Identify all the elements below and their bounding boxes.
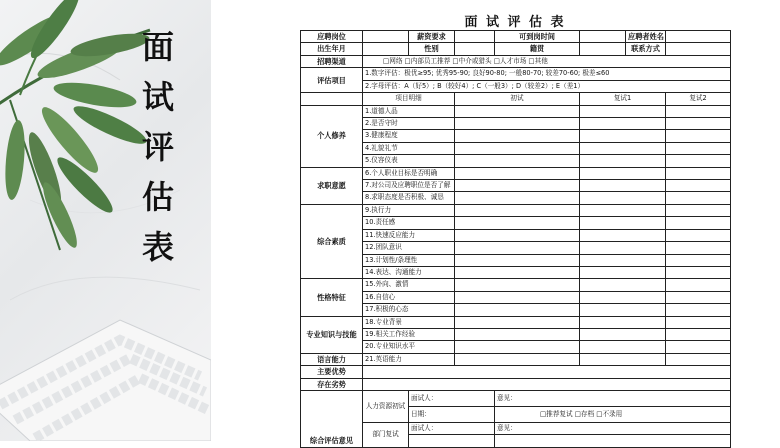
eval-criteria-letter: 2.字母评估：A（好5）; B（较好4）; C（一般3）; D（较差2）; E（差1） — [363, 80, 731, 93]
score-first[interactable] — [455, 341, 580, 353]
label-position: 应聘岗位 — [301, 31, 363, 43]
score-second[interactable] — [580, 229, 666, 241]
score-second[interactable] — [580, 217, 666, 229]
category-label: 语言能力 — [301, 353, 363, 365]
column-item: 项目明细 — [363, 93, 455, 105]
score-first[interactable] — [455, 105, 580, 117]
label-contact: 联系方式 — [626, 43, 666, 55]
score-first[interactable] — [455, 353, 580, 365]
table-row — [301, 43, 731, 55]
table-row — [301, 254, 731, 266]
vertical-title-char: 估 — [141, 178, 174, 216]
score-third[interactable] — [666, 142, 731, 154]
score-first[interactable] — [455, 130, 580, 142]
table-row — [301, 266, 731, 278]
label-dept-second: 部门复试 — [363, 422, 409, 447]
score-first[interactable] — [455, 142, 580, 154]
score-third[interactable] — [666, 105, 731, 117]
table-row — [301, 180, 731, 192]
item-label: 20.专业知识水平 — [363, 341, 455, 353]
score-second[interactable] — [580, 291, 666, 303]
score-second[interactable] — [580, 142, 666, 154]
vertical-title-char: 表 — [141, 228, 174, 266]
category-label: 个人修养 — [301, 105, 363, 167]
label-native: 籍贯 — [495, 43, 580, 55]
score-third[interactable] — [666, 291, 731, 303]
table-row — [301, 328, 731, 340]
table-row — [301, 192, 731, 204]
hr-date[interactable]: 日期： — [409, 406, 495, 422]
item-label: 21.英语能力 — [363, 353, 455, 365]
item-label: 12.团队意识 — [363, 242, 455, 254]
dept-decision[interactable] — [495, 435, 731, 447]
label-hr-first: 人力资源初试 — [363, 390, 409, 422]
score-first[interactable] — [455, 328, 580, 340]
table-row — [301, 105, 731, 117]
score-second[interactable] — [580, 266, 666, 278]
value-start-date[interactable] — [580, 31, 626, 43]
item-label: 8.求职态度是否积极、诚恳 — [363, 192, 455, 204]
table-row — [301, 93, 731, 105]
dept-date[interactable] — [409, 435, 495, 447]
table-row — [301, 229, 731, 241]
eval-criteria-numeric: 1.数字评估：极优≥95; 优秀95-90; 良好90-80; 一般80-70; 较差70-60; 极差≤60 — [363, 68, 731, 81]
label-eval: 评估项目 — [301, 68, 363, 93]
column-third: 复试2 — [666, 93, 731, 105]
score-second[interactable] — [580, 130, 666, 142]
table-row — [301, 118, 731, 130]
score-third[interactable] — [666, 118, 731, 130]
interview-evaluation-table — [300, 30, 731, 448]
score-second[interactable] — [580, 328, 666, 340]
table-row — [301, 130, 731, 142]
dept-interviewer[interactable]: 面试人： — [409, 422, 495, 434]
label-weakness: 存在劣势 — [301, 378, 363, 390]
value-gender[interactable] — [455, 43, 495, 55]
value-birth[interactable] — [363, 43, 409, 55]
score-first[interactable] — [455, 229, 580, 241]
score-third[interactable] — [666, 266, 731, 278]
score-third[interactable] — [666, 192, 731, 204]
score-first[interactable] — [455, 279, 580, 291]
score-second[interactable] — [580, 105, 666, 117]
item-label: 10.责任感 — [363, 217, 455, 229]
score-third[interactable] — [666, 304, 731, 316]
category-label: 综合素质 — [301, 204, 363, 278]
item-label: 17.积极的心态 — [363, 304, 455, 316]
table-row — [301, 291, 731, 303]
value-position[interactable] — [363, 31, 409, 43]
score-third[interactable] — [666, 341, 731, 353]
document-title: 面 试 评 估 表 — [464, 15, 566, 30]
value-weakness[interactable] — [363, 378, 731, 390]
item-label: 2.是否守时 — [363, 118, 455, 130]
item-label: 11.快速反应能力 — [363, 229, 455, 241]
category-label: 性格特征 — [301, 279, 363, 316]
table-row — [301, 31, 731, 43]
label-name: 应聘者姓名 — [626, 31, 666, 43]
column-first: 初试 — [455, 93, 580, 105]
table-row — [301, 316, 731, 328]
score-second[interactable] — [580, 242, 666, 254]
item-label: 9.执行力 — [363, 204, 455, 216]
score-first[interactable] — [455, 266, 580, 278]
keyboard-icon — [0, 320, 211, 441]
score-second[interactable] — [580, 204, 666, 216]
dept-opinion[interactable]: 意见： — [495, 422, 731, 434]
label-start-date: 可到岗时间 — [495, 31, 580, 43]
table-row — [301, 217, 731, 229]
score-first[interactable] — [455, 204, 580, 216]
score-first[interactable] — [455, 291, 580, 303]
score-first[interactable] — [455, 242, 580, 254]
score-first[interactable] — [455, 217, 580, 229]
score-third[interactable] — [666, 167, 731, 179]
item-label: 16.自信心 — [363, 291, 455, 303]
table-row — [301, 204, 731, 216]
value-contact[interactable] — [666, 43, 731, 55]
empty-cell — [301, 93, 363, 105]
table-row — [301, 55, 731, 67]
score-third[interactable] — [666, 155, 731, 167]
score-third[interactable] — [666, 217, 731, 229]
leaf-icon — [0, 0, 151, 251]
item-label: 7.对公司及应聘职位是否了解 — [363, 180, 455, 192]
value-native[interactable] — [580, 43, 626, 55]
item-label: 14.表达、沟通能力 — [363, 266, 455, 278]
vertical-title-char: 评 — [141, 128, 174, 166]
value-name[interactable] — [666, 31, 731, 43]
table-row — [301, 142, 731, 154]
table-row — [301, 279, 731, 291]
score-first[interactable] — [455, 192, 580, 204]
score-second[interactable] — [580, 167, 666, 179]
score-first[interactable] — [455, 167, 580, 179]
item-label: 15.外向、激情 — [363, 279, 455, 291]
item-label: 19.相关工作经验 — [363, 328, 455, 340]
category-label: 专业知识与技能 — [301, 316, 363, 353]
table-row — [301, 422, 731, 434]
item-label: 1.道德人品 — [363, 105, 455, 117]
hr-opinion[interactable]: 意见： — [495, 390, 731, 406]
score-second[interactable] — [580, 341, 666, 353]
item-label: 5.仪容仪表 — [363, 155, 455, 167]
column-second: 复试1 — [580, 93, 666, 105]
score-first[interactable] — [455, 180, 580, 192]
score-first[interactable] — [455, 254, 580, 266]
table-row — [301, 242, 731, 254]
item-label: 13.计划性/条理性 — [363, 254, 455, 266]
score-first[interactable] — [455, 155, 580, 167]
decorative-photo-panel — [0, 0, 211, 441]
label-channel: 招聘渠道 — [301, 55, 363, 67]
item-label: 4.礼貌礼节 — [363, 142, 455, 154]
category-label: 求职意愿 — [301, 167, 363, 204]
score-first[interactable] — [455, 316, 580, 328]
score-second[interactable] — [580, 279, 666, 291]
score-first[interactable] — [455, 304, 580, 316]
score-second[interactable] — [580, 353, 666, 365]
table-row — [301, 167, 731, 179]
table-row — [301, 353, 731, 365]
item-label: 3.健康程度 — [363, 130, 455, 142]
score-third[interactable] — [666, 279, 731, 291]
table-row — [301, 80, 731, 93]
score-second[interactable] — [580, 192, 666, 204]
vertical-title — [136, 22, 180, 272]
score-third[interactable] — [666, 229, 731, 241]
table-row — [301, 155, 731, 167]
score-third[interactable] — [666, 242, 731, 254]
label-summary: 综合评估意见 — [301, 390, 363, 447]
channel-options[interactable]: □网络 □内部员工推荐 □中介或猎头 □人才市场 □其他 — [363, 55, 731, 67]
value-advantage[interactable] — [363, 366, 731, 378]
table-row — [301, 304, 731, 316]
vertical-title-char: 试 — [141, 78, 174, 116]
score-third[interactable] — [666, 316, 731, 328]
table-row — [301, 366, 731, 378]
score-third[interactable] — [666, 180, 731, 192]
score-second[interactable] — [580, 180, 666, 192]
score-second[interactable] — [580, 304, 666, 316]
item-label: 18.专业背景 — [363, 316, 455, 328]
vertical-title-char: 面 — [141, 28, 174, 66]
table-row — [301, 341, 731, 353]
score-first[interactable] — [455, 118, 580, 130]
score-third[interactable] — [666, 254, 731, 266]
hr-interviewer[interactable]: 面试人： — [409, 390, 495, 406]
table-row — [301, 378, 731, 390]
score-third[interactable] — [666, 204, 731, 216]
score-second[interactable] — [580, 155, 666, 167]
score-second[interactable] — [580, 254, 666, 266]
score-third[interactable] — [666, 328, 731, 340]
table-row — [301, 390, 731, 406]
label-salary: 薪资要求 — [409, 31, 455, 43]
score-third[interactable] — [666, 353, 731, 365]
label-birth: 出生年月 — [301, 43, 363, 55]
value-salary[interactable] — [455, 31, 495, 43]
label-advantage: 主要优势 — [301, 366, 363, 378]
score-third[interactable] — [666, 130, 731, 142]
item-label: 6.个人职业目标是否明确 — [363, 167, 455, 179]
table-row — [301, 68, 731, 81]
score-second[interactable] — [580, 118, 666, 130]
hr-decision-options[interactable]: □推荐复试 □存档 □不录用 — [495, 406, 731, 422]
label-gender: 性别 — [409, 43, 455, 55]
score-second[interactable] — [580, 316, 666, 328]
